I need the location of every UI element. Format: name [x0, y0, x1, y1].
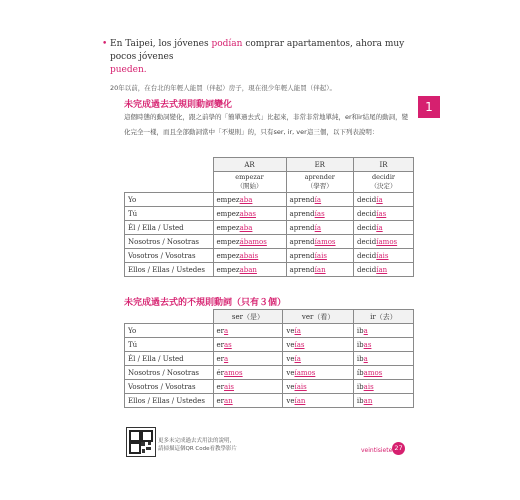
verb-stem: decid	[357, 195, 377, 204]
verb-stem: aprend	[289, 265, 315, 274]
conjugation-cell	[354, 249, 414, 263]
person-cell: Ellos / Ellas / Ustedes	[125, 394, 214, 408]
verb-stem: aprend	[289, 237, 315, 246]
verb-stem: aprend	[289, 209, 315, 218]
verb-ending: aba	[239, 223, 253, 232]
conjugation-cell	[286, 235, 353, 249]
person-cell: Nosotros / Nosotras	[125, 366, 214, 380]
conjugation-cell	[286, 249, 353, 263]
verb-zh: （學習）	[306, 182, 333, 190]
verb-ending: amos	[363, 368, 383, 377]
verb-stem: ib	[356, 354, 364, 363]
qr-code-icon[interactable]	[126, 427, 156, 457]
verb-stem: ve	[286, 340, 295, 349]
header-ir: ir（去）	[353, 310, 413, 324]
person-cell: Yo	[125, 324, 214, 338]
table-row	[125, 366, 414, 380]
header-ver: ver（看）	[283, 310, 354, 324]
verb-ending: ía	[376, 223, 383, 232]
verb-stem: aprend	[289, 223, 315, 232]
verb-stem: ve	[286, 354, 295, 363]
qr-note	[158, 437, 237, 453]
section1-paragraph: 這個時態的動詞變化，跟之前學的「簡單過去式」比起來，非常非常地單純，er和ir結尾的動詞，變化完全一樣，而且全部動詞當中「不規則」的，只有ser, ir, ver這三個，以下列表說明：	[124, 113, 409, 136]
qr-note-line1: 更多未完成過去式用法的說明，	[158, 438, 236, 444]
verb-ending: íais	[294, 382, 307, 391]
conjugation-cell	[213, 235, 286, 249]
verb-ending: ía	[376, 195, 383, 204]
table-row	[125, 380, 414, 394]
conjugation-cell	[353, 380, 413, 394]
conjugation-cell	[213, 366, 283, 380]
verb-ending: aba	[239, 195, 253, 204]
qr-module	[142, 449, 145, 453]
verb-empezar	[213, 172, 286, 193]
qr-module	[146, 447, 151, 450]
verb-stem: decid	[357, 209, 377, 218]
conjugation-cell	[283, 324, 354, 338]
verb-ending: abas	[239, 209, 257, 218]
verb-es: decidir	[371, 173, 396, 181]
conjugation-cell	[283, 380, 354, 394]
verb-stem: aprend	[289, 195, 315, 204]
verb-ending: ían	[314, 265, 326, 274]
verb-ending: ían	[294, 396, 306, 405]
conjugation-cell	[283, 394, 354, 408]
regular-verbs-table	[124, 157, 414, 277]
verb-stem: ib	[356, 326, 364, 335]
table-header-row	[125, 310, 414, 324]
person-cell: Tú	[125, 207, 214, 221]
conjugation-cell	[213, 380, 283, 394]
verb-stem: er	[216, 326, 224, 335]
conjugation-cell	[353, 366, 413, 380]
conjugation-cell	[286, 263, 353, 277]
verb-stem: er	[216, 396, 224, 405]
verb-decidir	[354, 172, 414, 193]
conjugation-cell	[354, 235, 414, 249]
conjugation-cell	[213, 193, 286, 207]
header-ar: AR	[213, 158, 286, 172]
verb-ending: ía	[314, 223, 322, 232]
table-row	[125, 193, 414, 207]
page-number: 27	[392, 442, 405, 455]
intro-spanish	[110, 38, 410, 77]
conjugation-cell	[286, 207, 353, 221]
verb-ending: a	[363, 354, 368, 363]
person-cell: Nosotros / Nosotras	[125, 235, 214, 249]
empty-corner	[125, 310, 214, 324]
irregular-verbs-table	[124, 309, 414, 408]
person-cell: Ellos / Ellas / Ustedes	[125, 263, 214, 277]
verb-stem: ve	[286, 368, 295, 377]
conjugation-cell	[353, 352, 413, 366]
verb-ending: as	[363, 340, 372, 349]
conjugation-cell	[283, 338, 354, 352]
verb-ending: ábamos	[239, 237, 267, 246]
irregular-verbs-body	[125, 324, 414, 408]
qr-finder	[141, 430, 153, 442]
person-cell: Él / Ella / Usted	[125, 221, 214, 235]
verb-ending: ías	[294, 340, 305, 349]
intro-chinese: 20年以前，在台北的年輕人能買（伴起）房子，現在很少年輕人能買（伴起）。	[110, 84, 337, 92]
conjugation-cell	[213, 207, 286, 221]
verb-stem: aprend	[289, 251, 315, 260]
table-header-row	[125, 158, 414, 172]
table-row	[125, 207, 414, 221]
regular-verbs-body	[125, 193, 414, 277]
verb-stem: ib	[356, 382, 364, 391]
intro-highlight-pueden: pueden.	[110, 65, 147, 75]
header-er: ER	[286, 158, 353, 172]
qr-note-line2: 請掃描這個QR Code看教學影片	[158, 446, 237, 452]
verb-ending: aban	[239, 265, 257, 274]
table-row	[125, 249, 414, 263]
verb-zh: （決定）	[370, 182, 397, 190]
verb-ending: ais	[363, 382, 374, 391]
conjugation-cell	[213, 324, 283, 338]
verb-stem: íb	[356, 368, 364, 377]
verb-es: empezar	[235, 173, 264, 181]
header-ser: ser（是）	[213, 310, 283, 324]
verb-ending: ía	[294, 326, 301, 335]
conjugation-cell	[213, 249, 286, 263]
section2-title: 未完成過去式的不規則動詞（只有３個）	[124, 298, 287, 308]
bullet-icon: •	[102, 39, 108, 49]
person-cell: Él / Ella / Usted	[125, 352, 214, 366]
conjugation-cell	[354, 193, 414, 207]
page-number-word: veintisiete	[361, 447, 393, 454]
verb-ending: a	[224, 354, 229, 363]
qr-module	[141, 442, 145, 446]
person-cell: Vosotros / Vosotras	[125, 249, 214, 263]
verb-stem: er	[216, 354, 224, 363]
verb-es: aprender	[304, 173, 335, 181]
person-cell: Vosotros / Vosotras	[125, 380, 214, 394]
conjugation-cell	[283, 352, 354, 366]
table-row	[125, 221, 414, 235]
verb-stem: ve	[286, 326, 295, 335]
verb-ending: íais	[376, 251, 389, 260]
verb-stem: empez	[216, 209, 240, 218]
table-row	[125, 394, 414, 408]
qr-finder	[129, 442, 141, 454]
intro-text-c: comprar apartamentos, ahora muy pocos jóvenes	[110, 39, 405, 62]
verb-stem: empez	[216, 237, 240, 246]
verb-ending: as	[224, 340, 232, 349]
person-cell: Tú	[125, 338, 214, 352]
verb-stem: er	[216, 382, 224, 391]
verb-stem: ve	[286, 396, 295, 405]
verb-stem: empez	[216, 251, 240, 260]
verb-stem: ér	[216, 368, 224, 377]
conjugation-cell	[354, 221, 414, 235]
verb-zh: （開始）	[236, 182, 263, 190]
conjugation-cell	[213, 221, 286, 235]
verb-ending: ías	[376, 209, 387, 218]
verb-ending: a	[224, 326, 229, 335]
verb-ending: amos	[224, 368, 243, 377]
verb-stem: decid	[357, 251, 377, 260]
table-row	[125, 263, 414, 277]
conjugation-cell	[354, 207, 414, 221]
verb-stem: empez	[216, 223, 240, 232]
verb-ending: an	[224, 396, 233, 405]
qr-module	[148, 442, 151, 445]
intro-highlight-podian: podían	[211, 39, 243, 49]
verb-ending: abais	[239, 251, 259, 260]
table-row	[125, 324, 414, 338]
verb-ending: íamos	[314, 237, 336, 246]
empty-corner	[125, 172, 214, 193]
verb-ending: íamos	[294, 368, 316, 377]
verb-stem: ib	[356, 340, 364, 349]
verb-stem: decid	[357, 237, 377, 246]
conjugation-cell	[213, 394, 283, 408]
table-row	[125, 235, 414, 249]
conjugation-cell	[213, 263, 286, 277]
table-verb-row	[125, 172, 414, 193]
verb-ending: ían	[376, 265, 388, 274]
table-row	[125, 338, 414, 352]
verb-stem: decid	[357, 265, 377, 274]
verb-ending: ía	[294, 354, 301, 363]
verb-ending: ías	[314, 209, 325, 218]
table-row	[125, 352, 414, 366]
intro-text-a: En Taipei, los jóvenes	[110, 39, 212, 49]
conjugation-cell	[354, 263, 414, 277]
verb-ending: íais	[314, 251, 327, 260]
header-ir: IR	[354, 158, 414, 172]
qr-finder	[129, 430, 141, 442]
verb-aprender	[286, 172, 353, 193]
conjugation-cell	[213, 338, 283, 352]
verb-stem: empez	[216, 195, 240, 204]
verb-ending: an	[363, 396, 373, 405]
conjugation-cell	[353, 394, 413, 408]
verb-ending: a	[363, 326, 368, 335]
verb-ending: íamos	[376, 237, 398, 246]
verb-stem: er	[216, 340, 224, 349]
verb-stem: ib	[356, 396, 364, 405]
intro-example	[102, 38, 410, 95]
conjugation-cell	[353, 324, 413, 338]
conjugation-cell	[286, 193, 353, 207]
conjugation-cell	[213, 352, 283, 366]
conjugation-cell	[353, 338, 413, 352]
empty-corner	[125, 158, 214, 172]
verb-ending: ía	[314, 195, 322, 204]
verb-stem: decid	[357, 223, 377, 232]
section1-title: 未完成過去式規則動詞變化	[124, 100, 233, 110]
verb-stem: ve	[286, 382, 295, 391]
conjugation-cell	[283, 366, 354, 380]
verb-stem: empez	[216, 265, 240, 274]
conjugation-cell	[286, 221, 353, 235]
person-cell: Yo	[125, 193, 214, 207]
chapter-tab: 1	[418, 96, 440, 118]
verb-ending: ais	[224, 382, 235, 391]
